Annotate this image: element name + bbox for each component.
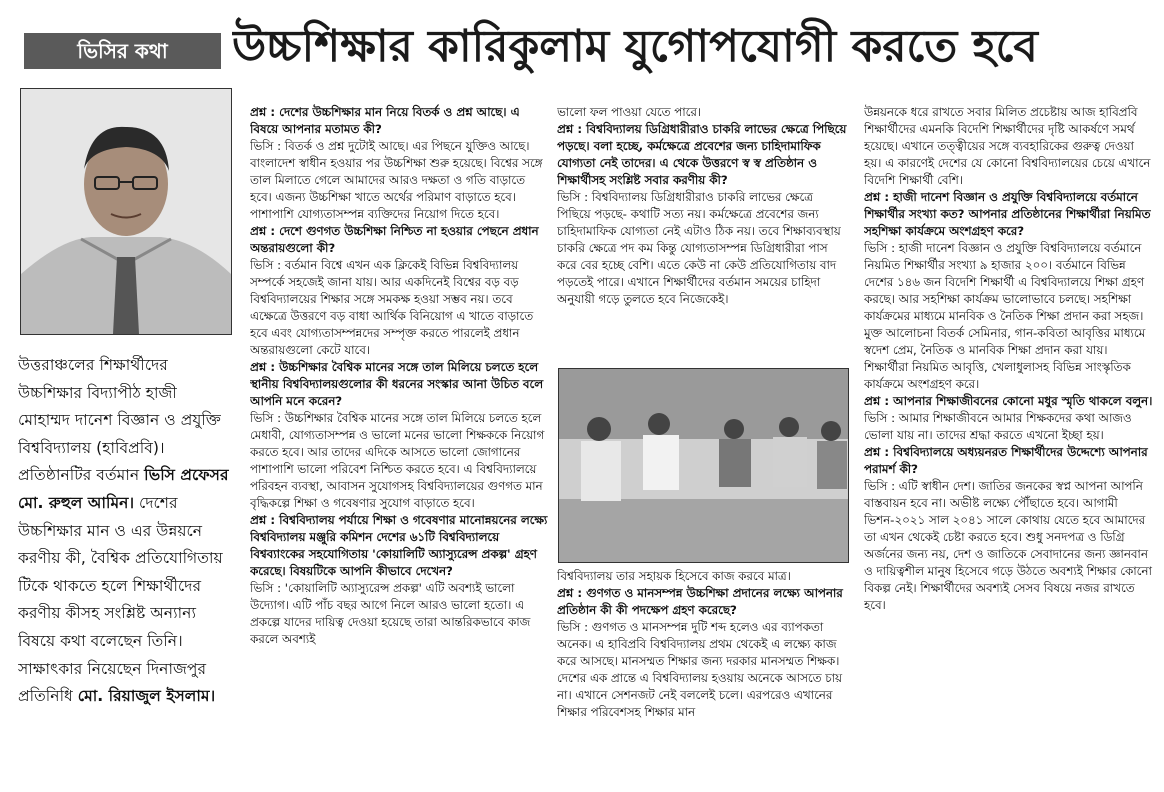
answer-3: ভিসি : উচ্চশিক্ষার বৈশ্বিক মানের সঙ্গে তাল মিলিয়ে চলতে হলে মেধাবী, যোগ্যতাসম্পন্ন ও ভালো মনের ভালো শিক্ষককে নিয়োগ করতে হবে। আর তাদের এদিকে আসতে ভালো জোগানের পাশাপাশি ভালো পরিবেশ নিশ্চিত করতে হবে। এ বিশ্ববিদ্যালয়ে পরিবহন ব্যবস্থা, আবাসন সুযোগসহ বিশ্ববিদ্যালয়ের গুণগত মান বৃদ্ধিকল্পে শিক্ষা ও গবেষণার সুযোগ বাড়াতে হবে। bbox=[250, 411, 545, 510]
students-photo bbox=[558, 368, 849, 563]
intro-lead: উত্তরাঞ্চলের শিক্ষার্থীদের উচ্চশিক্ষার বিদ্যাপীঠ হাজী মোহাম্মদ দানেশ বিজ্ঞান ও প্রযুক্তি বিশ্ববিদ্যালয় (হাবিপ্রবি)। প্রতিষ্ঠানটির বর্তমান bbox=[18, 356, 221, 485]
answer-6: ভিসি : গুণগত ও মানসম্পন্ন দুটি শব্দ হলেও এর ব্যাপকতা অনেক। এ হাবিপ্রবি বিশ্ববিদ্যালয় প্রথম থেকেই এ লক্ষ্যে কাজ করে আসছে। মানসম্মত শিক্ষার জন্য দরকার মানসম্মত শিক্ষক। দেশের এক প্রান্তে এ বিশ্ববিদ্যালয় হওয়ায় অনেকে আসতে চায় না। এখানে সেশনজট নেই বললেই চলে। এরপরেও এখানের শিক্ষার পরিবেশসহ শিক্ষার মান bbox=[557, 620, 842, 719]
article-column-2 bbox=[557, 104, 847, 362]
question-4: প্রশ্ন : বিশ্ববিদ্যালয় পর্যায়ে শিক্ষা ও গবেষণার মানোন্নয়নের লক্ষ্যে বিশ্ববিদ্যালয় মঞ্জুরি কমিশন দেশের ৬১টি বিশ্ববিদ্যালয়ে বিশ্বব্যাংকের সহযোগিতায় 'কোয়ালিটি অ্যাস্যুরেন্স প্রকল্প' গ্রহণ করেছে। বিষয়টিকে আপনি কীভাবে দেখেন? bbox=[250, 513, 548, 578]
portrait-photo bbox=[20, 88, 232, 335]
intro-vc-name: ভিসি প্রফেসর মো. রুহুল আমিন। bbox=[18, 466, 229, 512]
answer-5: ভিসি : বিশ্ববিদ্যালয় ডিগ্রিধারীরাও চাকরি লাভের ক্ষেত্রে পিছিয়ে পড়ছে- কথাটি সত্য নয়। কর্মক্ষেত্রে প্রবেশের জন্য চাহিদামাফিক যোগ্যতা নেই এটাও ঠিক নয়। তবে শিক্ষাব্যবস্থায় চাকরি ক্ষেত্রে পদ কম কিন্তু যোগ্যতাসম্পন্ন ডিগ্রিধারীরা পাস করে বের হচ্ছে বেশি। এতে কেউ না কেউ প্রতিযোগিতায় বাদ পড়তেই পারে। এখানে শিক্ষার্থীদের বর্তমান সময়ের চাহিদা অনুযায়ী গড়ে তুলতে হবে নিজেকেই। bbox=[557, 190, 841, 306]
portrait-illustration bbox=[21, 89, 231, 334]
answer-9: ভিসি : এটি স্বাধীন দেশ। জাতির জনকের স্বপ্ন আপনা আপনি বাস্তবায়ন হবে না। অভীষ্ট লক্ষ্যে পৌঁছাতে হবে। আগামী ভিশন-২০২১ সাল ২০৪১ সালে কোথায় যেতে হবে আমাদের তা এখন থেকেই চেষ্টা করতে হবে। শুধু সনদপত্র ও ডিগ্রি অর্জনের জন্য নয়, দেশ ও জাতিকে সেবাদানের জন্য জ্ঞানবান ও দায়িত্বশীল মানুষ হিসেবে গড়ে উঠতে অবশ্যই শিক্ষার কোনো বিকল্প নেই। শিক্ষার্থীদের অবশ্যই সেসব বিষয়ে নজর রাখতে হবে। bbox=[864, 479, 1152, 612]
question-9: প্রশ্ন : বিশ্ববিদ্যালয়ে অধ্যয়নরত শিক্ষার্থীদের উদ্দেশ্যে আপনার পরামর্শ কী? bbox=[864, 445, 1148, 476]
question-7: প্রশ্ন : হাজী দানেশ বিজ্ঞান ও প্রযুক্তি বিশ্ববিদ্যালয়ে বর্তমানে শিক্ষার্থীর সংখ্যা কত? আপনার প্রতিষ্ঠানের শিক্ষার্থীরা নিয়মিত সহশিক্ষা কার্যক্রমে অংশগ্রহণ করে? bbox=[864, 190, 1151, 238]
answer-7: ভিসি : হাজী দানেশ বিজ্ঞান ও প্রযুক্তি বিশ্ববিদ্যালয়ে বর্তমানে নিয়মিত শিক্ষার্থীর সংখ্যা ৯ হাজার ২০০। বর্তমানে বিভিন্ন দেশের ১৪৬ জন বিদেশি শিক্ষার্থী এ বিশ্ববিদ্যালয়ে শিক্ষা গ্রহণ করছে। আর সহশিক্ষা কার্যক্রম ভালোভাবে চলছে। সহশিক্ষা কার্যক্রমের মাধ্যমে মানবিক ও নৈতিক শিক্ষা প্রদান করা সহজ। মুক্ত আলোচনা বিতর্ক সেমিনার, গান-কবিতা আবৃত্তির মাধ্যমে স্বদেশ প্রেম, নৈতিক ও মানবিক শিক্ষা প্রদান করা যায়। শিক্ষার্থীরা নিয়মিত আবৃত্তি, খেলাধুলাসহ বিভিন্ন সাংস্কৃতিক কার্যক্রমে অংশগ্রহণ করে। bbox=[864, 241, 1146, 391]
question-3: প্রশ্ন : উচ্চশিক্ষার বৈশ্বিক মানের সঙ্গে তাল মিলিয়ে চলতে হলে স্থানীয় বিশ্ববিদ্যালয়গুলোর কী ধরনের সংস্কার আনা উচিত বলে আপনি মনে করেন? bbox=[250, 360, 544, 408]
question-2: প্রশ্ন : দেশে গুণগত উচ্চশিক্ষা নিশ্চিত না হওয়ার পেছনে প্রধান অন্তরায়গুলো কী? bbox=[250, 224, 539, 255]
column-tag: ভিসির কথা bbox=[24, 33, 221, 69]
students-illustration bbox=[559, 369, 848, 562]
question-8: প্রশ্ন : আপনার শিক্ষাজীবনের কোনো মধুর স্মৃতি থাকলে বলুন। bbox=[864, 394, 1153, 408]
question-5: প্রশ্ন : বিশ্ববিদ্যালয় ডিগ্রিধারীরাও চাকরি লাভের ক্ষেত্রে পিছিয়ে পড়ছে। বলা হচ্ছে, কর্মক্ষেত্রে প্রবেশের জন্য চাহিদামাফিক যোগ্যতা নেই তাদের। এ থেকে উত্তরণে স্ব স্ব প্রতিষ্ঠান ও শিক্ষার্থীসহ সংশ্লিষ্ট সবার করণীয় কী? bbox=[557, 122, 847, 187]
answer-2: ভিসি : বর্তমান বিশ্বে এখন এক ক্লিকেই বিভিন্ন বিশ্ববিদ্যালয় সম্পর্কে সহজেই জানা যায়। আর একদিনেই বিশ্বের বড় বড় বিশ্ববিদ্যালয়ের শিক্ষার সঙ্গে সমকক্ষ হওয়া সম্ভব নয়। তবে এক্ষেত্রে উত্তরণে বড় বাধা আর্থিক বিনিয়োগ এ খাতে বাড়াতে হবে এবং যোগ্যতাসম্পন্নদের সম্পৃক্ত করতে পারলেই প্রধান অন্তরায়গুলো কেটে যাবে। bbox=[250, 258, 534, 357]
answer-5-continued: বিশ্ববিদ্যালয় তার সহায়ক হিসেবে কাজ করবে মাত্র। bbox=[557, 569, 791, 583]
answer-4-continued: ভালো ফল পাওয়া যেতে পারে। bbox=[557, 105, 702, 119]
question-6: প্রশ্ন : গুণগত ও মানসম্পন্ন উচ্চশিক্ষা প্রদানের লক্ষ্যে আপনার প্রতিষ্ঠান কী কী পদক্ষেপ গ্রহণ করেছে? bbox=[557, 586, 843, 617]
intro-body: দেশের উচ্চশিক্ষার মান ও এর উন্নয়নে করণীয় কী, বৈশ্বিক প্রতিযোগিতায় টিকে থাকতে হলে শিক্ষার্থীদের করণীয় কীসহ সংশ্লিষ্ট অন্যান্য বিষয়ে কথা বলেছেন তিনি। সাক্ষাৎকার নিয়েছেন দিনাজপুর প্রতিনিধি bbox=[18, 493, 223, 706]
answer-4: ভিসি : 'কোয়ালিটি অ্যাস্যুরেন্স প্রকল্প' এটি অবশ্যই ভালো উদ্যোগ। এটি পাঁচ বছর আগে নিলে আরও ভালো হতো। এ প্রকল্পে যাদের দায়িত্ব দেওয়া হয়েছে তারা আন্তরিকভাবে কাজ করলে অবশ্যই bbox=[250, 581, 531, 646]
article-column-3 bbox=[864, 104, 1154, 792]
answer-8: ভিসি : আমার শিক্ষাজীবনে আমার শিক্ষকদের কথা আজও ভোলা যায় না। তাদের শ্রদ্ধা করতে এখনো ইচ্ছা হয়। bbox=[864, 411, 1132, 442]
answer-1: ভিসি : বিতর্ক ও প্রশ্ন দুটোই আছে। এর পিছনে যুক্তিও আছে। বাংলাদেশ স্বাধীন হওয়ার পর উচ্চশিক্ষা শুরু হয়েছে। বিশ্বের সঙ্গে তাল মিলাতে গেলে আমাদের আরও দক্ষতা ও গতি বাড়াতে হবে। এজন্য উচ্চশিক্ষা খাতে অর্থের পরিমাণ বাড়াতে হবে। পাশাপাশি যোগ্যতাসম্পন্ন ব্যক্তিদের নিয়োগ দিতে হবে। bbox=[250, 139, 543, 221]
headline: উচ্চশিক্ষার কারিকুলাম যুগোপযোগী করতে হবে bbox=[232, 21, 1038, 72]
intro-text bbox=[18, 352, 233, 792]
question-1: প্রশ্ন : দেশের উচ্চশিক্ষার মান নিয়ে বিতর্ক ও প্রশ্ন আছে। এ বিষয়ে আপনার মতামত কী? bbox=[250, 105, 520, 136]
article-column-1 bbox=[250, 104, 548, 792]
intro-byline: মো. রিয়াজুল ইসলাম। bbox=[77, 687, 216, 706]
answer-6-continued: উন্নয়নকে ধরে রাখতে সবার মিলিত প্রচেষ্টায় আজ হাবিপ্রবি শিক্ষার্থীদের এমনকি বিদেশি শিক্ষার্থীদের দৃষ্টি আকর্ষণে সমর্থ হয়েছে। এখানে তত্ত্বীয়ের সঙ্গে ব্যবহারিকের গুরুত্ব দেওয়া হয়। এ কারণেই দেশের যে কোনো বিশ্ববিদ্যালয়ের চেয়ে এখানে বিদেশি শিক্ষার্থী বেশি। bbox=[864, 105, 1151, 187]
article-column-2-lower bbox=[557, 568, 847, 792]
